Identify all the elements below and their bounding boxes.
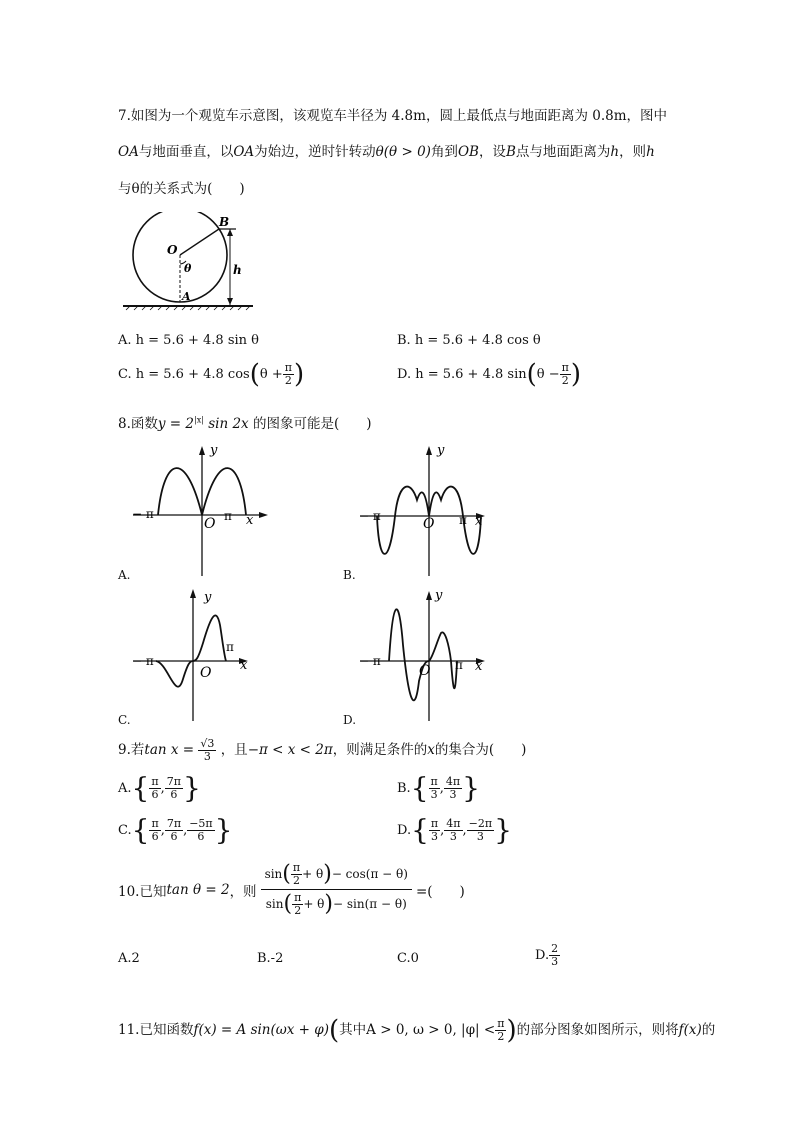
q11-stem: 11.已知函数f(x) = A sin(ωx + φ)(其中A > 0, ω > 0, |φ| < $\frac{\pi}{2}$ )的部分图象如图所示，则将f(x)的 <box>118 1015 716 1046</box>
svg-text:O: O <box>419 663 431 679</box>
q9-option-a[interactable]: A.{ $\frac{\pi}{6}$ , $\frac{7\pi}{6}$ } <box>118 771 201 805</box>
q8-label-b[interactable]: B. <box>343 568 356 582</box>
label-a: A <box>182 290 191 303</box>
svg-text:O: O <box>204 516 216 532</box>
svg-text:− π: − π <box>359 654 381 668</box>
svg-text:− π: − π <box>359 509 381 523</box>
q7-option-d[interactable]: D. h = 5.6 + 4.8 sin(θ − $\frac{\pi}{2}$ ) <box>397 359 581 390</box>
q10-option-c[interactable]: C.0 <box>397 951 419 966</box>
svg-text:− π: − π <box>132 507 154 521</box>
q8-graph-c[interactable] <box>128 585 278 723</box>
arrow-down <box>227 298 233 305</box>
q7-stem-line2: OA与地面垂直，以OA为始边，逆时针转动θ(θ > 0)角到OB，设B点与地面距离为h，则h <box>118 144 655 160</box>
svg-text:x: x <box>475 514 483 529</box>
svg-text:x: x <box>240 658 248 673</box>
svg-text:O: O <box>200 665 212 681</box>
curve-d <box>389 609 457 700</box>
label-theta: θ <box>184 262 192 275</box>
q7-option-a[interactable]: A. h = 5.6 + 4.8 sin θ <box>118 333 259 348</box>
svg-text:π: π <box>455 658 463 672</box>
q9-option-c[interactable]: C.{ $\frac{\pi}{6}$ , $\frac{7\pi}{6}$ , $\frac{-5\pi}{6}$ } <box>118 813 233 847</box>
svg-text:y: y <box>435 588 443 603</box>
q10-stem: 10.已知 tan θ = 2 ，则 sin( $\frac{\pi}{2}$ + θ)− cos(π − θ) sin( $\frac{\pi}{2}$ + θ)− sin(π − θ) =( ) <box>118 861 465 917</box>
q10-option-d[interactable]: D. $\frac{2}{3}$ <box>535 942 559 968</box>
q7-option-b[interactable]: B. h = 5.6 + 4.8 cos θ <box>397 333 541 348</box>
q8-stem: 8.函数$y = 2^{|x|}$ sin 2x 的图象可能是( ) <box>118 415 372 432</box>
q10-option-b[interactable]: B.-2 <box>257 951 284 966</box>
q9-option-b[interactable]: B.{ $\frac{\pi}{3}$ , $\frac{4\pi}{3}$ } <box>397 771 480 805</box>
svg-text:y: y <box>210 443 218 458</box>
svg-text:π: π <box>224 509 232 523</box>
curve-c <box>156 615 226 686</box>
q10-expression: sin( $\frac{\pi}{2}$ + θ)− cos(π − θ) sin( $\frac{\pi}{2}$ + θ)− sin(π − θ) <box>261 862 412 917</box>
ferris-wheel-figure <box>118 212 258 316</box>
arrow-up <box>227 229 233 236</box>
q9-option-d[interactable]: D.{ $\frac{\pi}{3}$ , $\frac{4\pi}{3}$ , $\frac{-2\pi}{3}$ } <box>397 813 512 847</box>
q8-graph-d[interactable] <box>355 585 495 723</box>
q8-graph-b[interactable] <box>355 440 495 578</box>
radius-ob <box>180 229 219 255</box>
svg-text:x: x <box>475 659 483 674</box>
q8-label-a[interactable]: A. <box>118 568 131 582</box>
q7-option-c[interactable]: C. h = 5.6 + 4.8 cos(θ + $\frac{\pi}{2}$ ) <box>118 359 305 390</box>
q7-stem-line1: 7.如图为一个观览车示意图，该观览车半径为 4.8m，圆上最低点与地面距离为 0.8m，图中 <box>118 108 668 124</box>
svg-text:− π: − π <box>132 654 154 668</box>
q10-option-a[interactable]: A.2 <box>118 951 140 966</box>
svg-text:x: x <box>246 513 254 528</box>
q8-label-c[interactable]: C. <box>118 713 131 727</box>
svg-text:O: O <box>423 516 435 532</box>
q9-stem: 9.若tan x = $\frac{√3}{3}$ ，且−π < x < 2π，则满足条件的x的集合为( ) <box>118 737 527 763</box>
label-h: h <box>233 263 242 277</box>
svg-text:y: y <box>437 443 445 458</box>
label-o: O <box>167 243 178 257</box>
q8-graph-a[interactable] <box>128 440 278 578</box>
label-b: B <box>219 215 230 229</box>
q7-stem-line3: 与θ的关系式为( ) <box>118 181 245 197</box>
svg-text:π: π <box>226 640 234 654</box>
svg-text:π: π <box>459 513 467 527</box>
svg-text:y: y <box>204 590 212 605</box>
q8-label-d[interactable]: D. <box>343 713 357 727</box>
